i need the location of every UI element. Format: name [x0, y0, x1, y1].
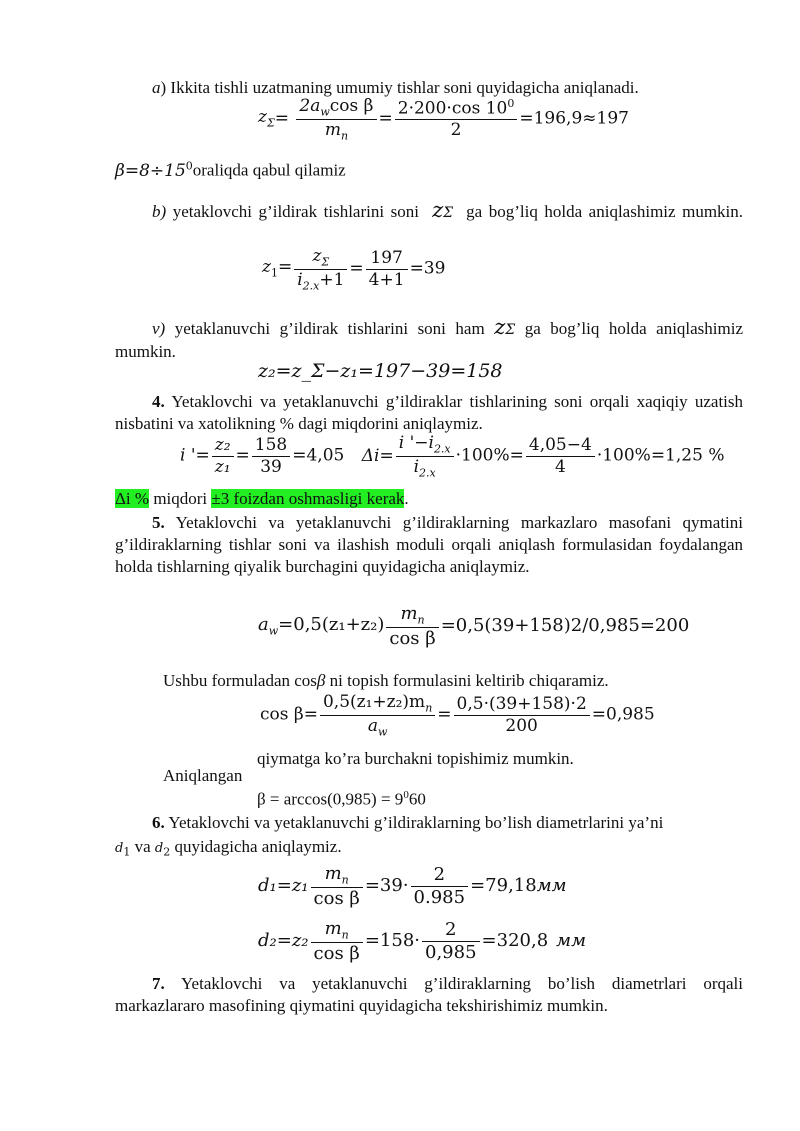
- para-5-cos: Ushbu formuladan cosβ ni topish formulasini keltirib chiqaramiz.: [163, 671, 609, 690]
- error-note: Δi % miqdori ±3 foizdan oshmasligi kerak.: [115, 489, 409, 508]
- formula-d2: d₂=z₂ $\frac{m_n}{\text{cos β}}$ =158· $\frac{2}{0,985}$ =320,8 мм: [258, 918, 587, 964]
- para-5-found: Aniqlangan: [163, 766, 243, 785]
- para-6: 6. Yetaklovchi va yetaklanuvchi g’ildiraklarning bo’lish diametrlarini ya’ni: [152, 813, 664, 832]
- beta-result: $\beta = \arccos(0,985) = 9^060$: [257, 789, 426, 809]
- para-b: b) yetaklovchi g’ildirak tishlarini soni zΣ ga bog’liq holda aniqlashimiz mumkin.: [152, 198, 744, 222]
- para-7: 7. Yetaklovchi va yetaklanuvchi g’ildiraklarning bo’lish diametrlari orqali markazlararo masofining qiymatini quyidagicha tekshirishimiz mumkin.: [115, 974, 743, 1015]
- formula-cos-beta: cos β= $\frac{0,5(z_1+z_2)m_n}{a_w}$ = $\frac{0,5\cdot(39+158)\cdot 2}{200}$ =0,985: [260, 692, 655, 738]
- formula-i-prime: i '= $\frac{\text{z₂}}{\text{z₁}}$ = $\frac{158}{39}$ =4,05 Δi= $\frac{i '-i_{2.x}}{i_{2.x}}$ ·100%= $\frac{4,05-4}{4}$ ·100%=1,25 %: [180, 433, 725, 479]
- para-v: v) yetaklanuvchi g’ildirak tishlarini soni ham zΣ ga bog’liq holda aniqlashimiz mumkin.: [115, 315, 744, 361]
- para-5: 5. Yetaklovchi va yetaklanuvchi g’ildiraklarning markazlaro masofani qymatini g’ildiraklarning tishlar soni va ilashish moduli orqali aniqlash formulasidan foydalangan holda tishlarning qiyalik burchagini quyidagicha aniqlaymiz.: [115, 513, 743, 576]
- para-6-line2: $d_1$ va $d_2$ quyidagicha aniqlaymiz.: [115, 837, 342, 859]
- beta-range-line: $\beta=8\div 15^0oraliqda$ qabul qilamiz: [115, 159, 346, 181]
- formula-d1: d₁=z₁ $\frac{m_n}{\text{cos β}}$ =39· $\frac{2}{0.985}$ =79,18мм: [258, 863, 567, 909]
- para-5-angle: qiymatga ko’ra burchakni topishimiz mumkin.: [257, 749, 574, 768]
- para-4: 4. Yetaklovchi va yetaklanuvchi g’ildiraklar tishlarining soni orqali xaqiqiy uzatish nisbatini va xatolikning % dagi miqdorini aniqlaymiz.: [115, 392, 743, 433]
- formula-z2: z₂=z_Σ−z₁=197−39=158: [258, 360, 503, 382]
- formula-z1: $z_1=$ $\frac{z_\Sigma}{i_{2.x}+1}$ = $\frac{197}{4+1}$ =39: [262, 246, 446, 292]
- para-a: a) Ikkita tishli uzatmaning umumiy tishlar soni quyidagicha aniqlanadi.: [152, 78, 639, 97]
- formula-z-sigma: $z_\Sigma=$ $\frac{2a_w\cos \beta}{m_n}$ = $\frac{2\cdot 200\cdot\cos 10^0}{2}$ =196,9≈197: [258, 96, 629, 142]
- formula-aw: $a_w=0,5(z_1+z_2)$ $\frac{m_n}{\text{cos β}}$ =0,5(39+158)2/0,985=200: [258, 603, 690, 649]
